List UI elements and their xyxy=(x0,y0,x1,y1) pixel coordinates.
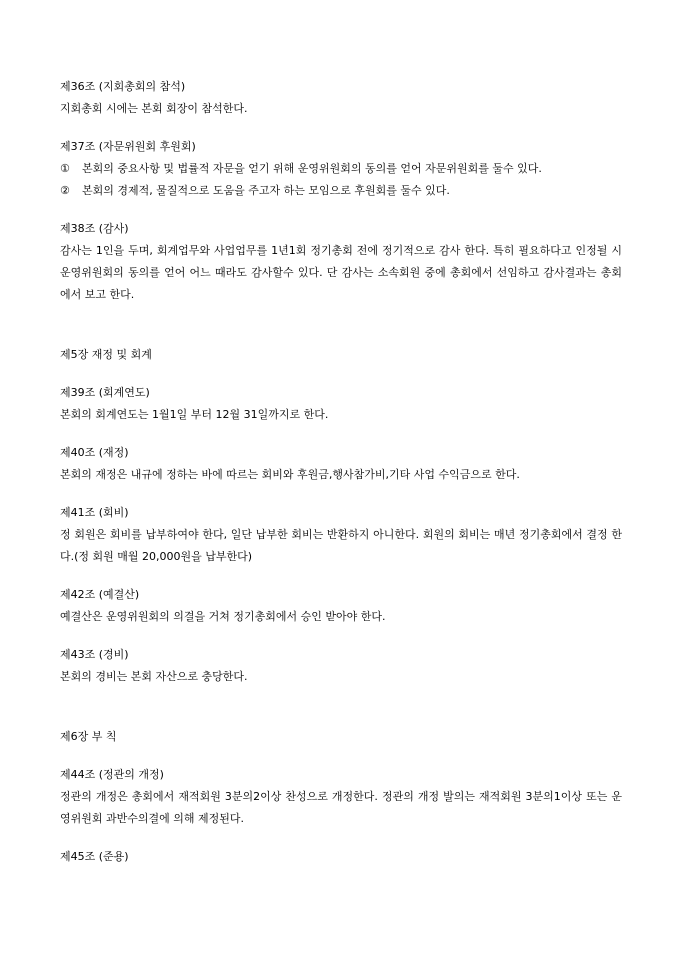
article-39-body: 본회의 회계연도는 1월1일 부터 12월 31일까지로 한다. xyxy=(60,408,329,421)
article-38-body: 감사는 1인을 두며, 회계업무와 사업업무를 1년1회 정기총회 전에 정기적으로 감사 한다. 특히 필요하다고 인정될 시 운영위원회의 동의를 얻어 어느 때라도 감사할수 있다. 단 감사는 소속회원 중에 총회에서 선임하고 감사결과는 총회에서 보고 한다. xyxy=(60,244,622,301)
article-44-body: 정관의 개정은 총회에서 재적회원 3분의2이상 찬성으로 개정한다. 정관의 개정 발의는 재적회원 3분의1이상 또는 운영위원회 과반수의결에 의해 제정된다. xyxy=(60,790,622,825)
article-37-item-1 xyxy=(60,158,622,180)
article-36-title: 제36조 (지회총회의 참석) xyxy=(60,80,186,93)
chapter-6-heading: 제6장 부 칙 xyxy=(60,730,117,743)
item-text: 본회의 경제적, 물질적으로 도움을 주고자 하는 모임으로 후원회를 둘수 있다. xyxy=(82,184,450,197)
article-44-title: 제44조 (정관의 개정) xyxy=(60,768,164,781)
item-number: ② xyxy=(60,184,70,197)
article-36-body: 지회총회 시에는 본회 회장이 참석한다. xyxy=(60,102,248,115)
article-43-title: 제43조 (경비) xyxy=(60,648,129,661)
article-39-title: 제39조 (회계연도) xyxy=(60,386,150,399)
document-page xyxy=(60,76,622,868)
article-37-title: 제37조 (자문위원회 후원회) xyxy=(60,140,196,153)
article-38-title: 제38조 (감사) xyxy=(60,222,129,235)
item-text: 본회의 중요사항 및 법률적 자문을 얻기 위해 운영위원회의 동의를 얻어 자문위원회를 둘수 있다. xyxy=(82,162,542,175)
article-42-body: 예결산은 운영위원회의 의결을 거쳐 정기총회에서 승인 받아야 한다. xyxy=(60,610,386,623)
article-45-title: 제45조 (준용) xyxy=(60,850,129,863)
chapter-5-heading: 제5장 재정 및 회계 xyxy=(60,348,152,361)
article-41-title: 제41조 (회비) xyxy=(60,506,129,519)
article-41-body: 정 회원은 회비를 납부하여야 한다, 일단 납부한 회비는 반환하지 아니한다. 회원의 회비는 매년 정기총회에서 결정 한다.(정 회원 매월 20,000원을 납부한다) xyxy=(60,528,622,563)
item-number: ① xyxy=(60,162,70,175)
article-37-item-2 xyxy=(60,180,622,202)
article-40-body: 본회의 재정은 내규에 정하는 바에 따르는 회비와 후원금,행사참가비,기타 사업 수익금으로 한다. xyxy=(60,468,520,481)
article-42-title: 제42조 (예결산) xyxy=(60,588,140,601)
article-43-body: 본회의 경비는 본회 자산으로 충당한다. xyxy=(60,670,248,683)
article-40-title: 제40조 (재정) xyxy=(60,446,129,459)
